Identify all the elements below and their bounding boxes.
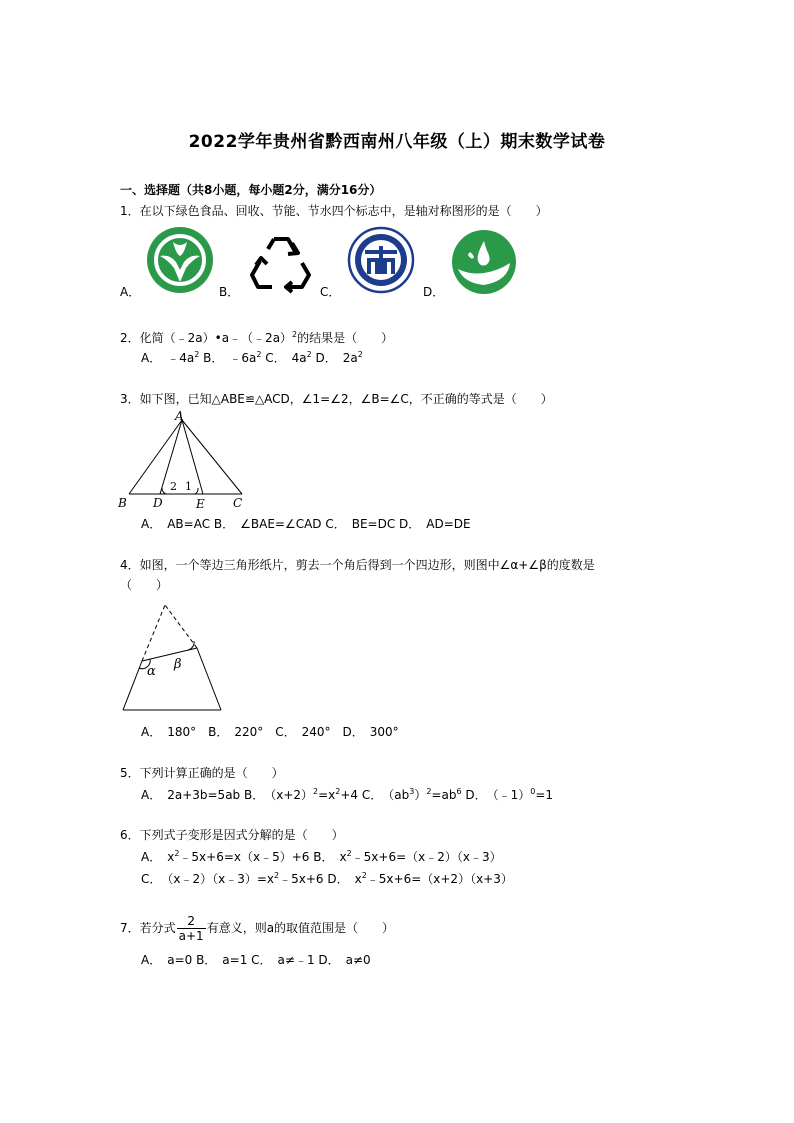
angle-1-label: 1 (185, 480, 192, 493)
question-3-stem: 3．如下图，已知△ABE≌△ACD，∠1=∠2，∠B=∠C，不正确的等式是（ ） (120, 392, 553, 406)
question-6-options-row1: A． $x^2﹣5x+6=x(x﹣5)+6$ B． $x^2﹣5x+6=(x﹣2)(x﹣3)$ (141, 849, 502, 864)
question-2-stem: 2．化简（﹣2a）•a﹣（﹣2a）$^2$的结果是（ ） (120, 330, 394, 345)
section-heading: 一、选择题（共8小题，每小题2分，满分16分） (120, 183, 382, 197)
vertex-b-label: B (118, 496, 127, 510)
option-d-label: D． (423, 285, 445, 299)
energy-saving-logo-icon (347, 226, 415, 294)
question-4-triangle-figure (118, 600, 228, 716)
green-food-logo-icon (146, 226, 214, 294)
question-5-stem: 5．下列计算正确的是（ ） (120, 766, 284, 780)
question-3-triangle-figure (112, 408, 252, 512)
water-saving-logo-icon (450, 229, 518, 295)
beta-label: β (174, 657, 182, 672)
recycle-logo-icon (248, 229, 314, 295)
question-4-stem-line2: （ ） (120, 578, 169, 592)
option-a-label: A． (120, 285, 141, 299)
vertex-e-label: E (196, 497, 205, 511)
angle-2-label: 2 (170, 480, 177, 493)
question-2-options: A． $﹣4a^2$ B． $﹣6a^2$ C． $4a^2$ D． $2a^2$ (141, 350, 363, 365)
alpha-label: α (147, 664, 156, 679)
question-6-options-row2: C． $(x﹣2)(x﹣3)=x^2﹣5x+6$ D． $x^2﹣5x+6=(x+2)(x+3)$ (141, 871, 513, 886)
fraction: $\frac{2}{a+1}$ (178, 914, 204, 943)
question-7-options: A． a=0 B． a=1 C． a≠﹣1 D． a≠0 (141, 953, 371, 967)
question-3-options: A． AB=AC B． ∠BAE=∠CAD C． BE=DC D． AD=DE (141, 517, 471, 531)
question-1-stem: 1．在以下绿色食品、回收、节能、节水四个标志中，是轴对称图形的是（ ） (120, 204, 548, 218)
question-4-stem-line1: 4．如图，一个等边三角形纸片，剪去一个角后得到一个四边形，则图中∠α+∠β的度数是 (120, 558, 595, 572)
vertex-c-label: C (233, 496, 243, 510)
page-title: 2022学年贵州省黔西南州八年级（上）期末数学试卷 (188, 132, 606, 152)
option-b-label: B． (219, 285, 240, 299)
question-7-stem: 7．若分式 $\frac{2}{a+1}$ 有意义，则a的取值范围是（ ） (120, 914, 395, 943)
option-c-label: C． (320, 285, 341, 299)
vertex-a-label: A (175, 409, 184, 423)
question-6-stem: 6．下列式子变形是因式分解的是（ ） (120, 828, 344, 842)
question-4-options: A． 180° B． 220° C． 240° D． 300° (141, 725, 399, 739)
vertex-d-label: D (153, 496, 163, 510)
question-5-options: A． 2a+3b=5ab B． $(x+2)^2=x^2+4$ C． $(ab^3)^2=ab^6$ D． （﹣1）$^0$=1 (141, 787, 554, 802)
